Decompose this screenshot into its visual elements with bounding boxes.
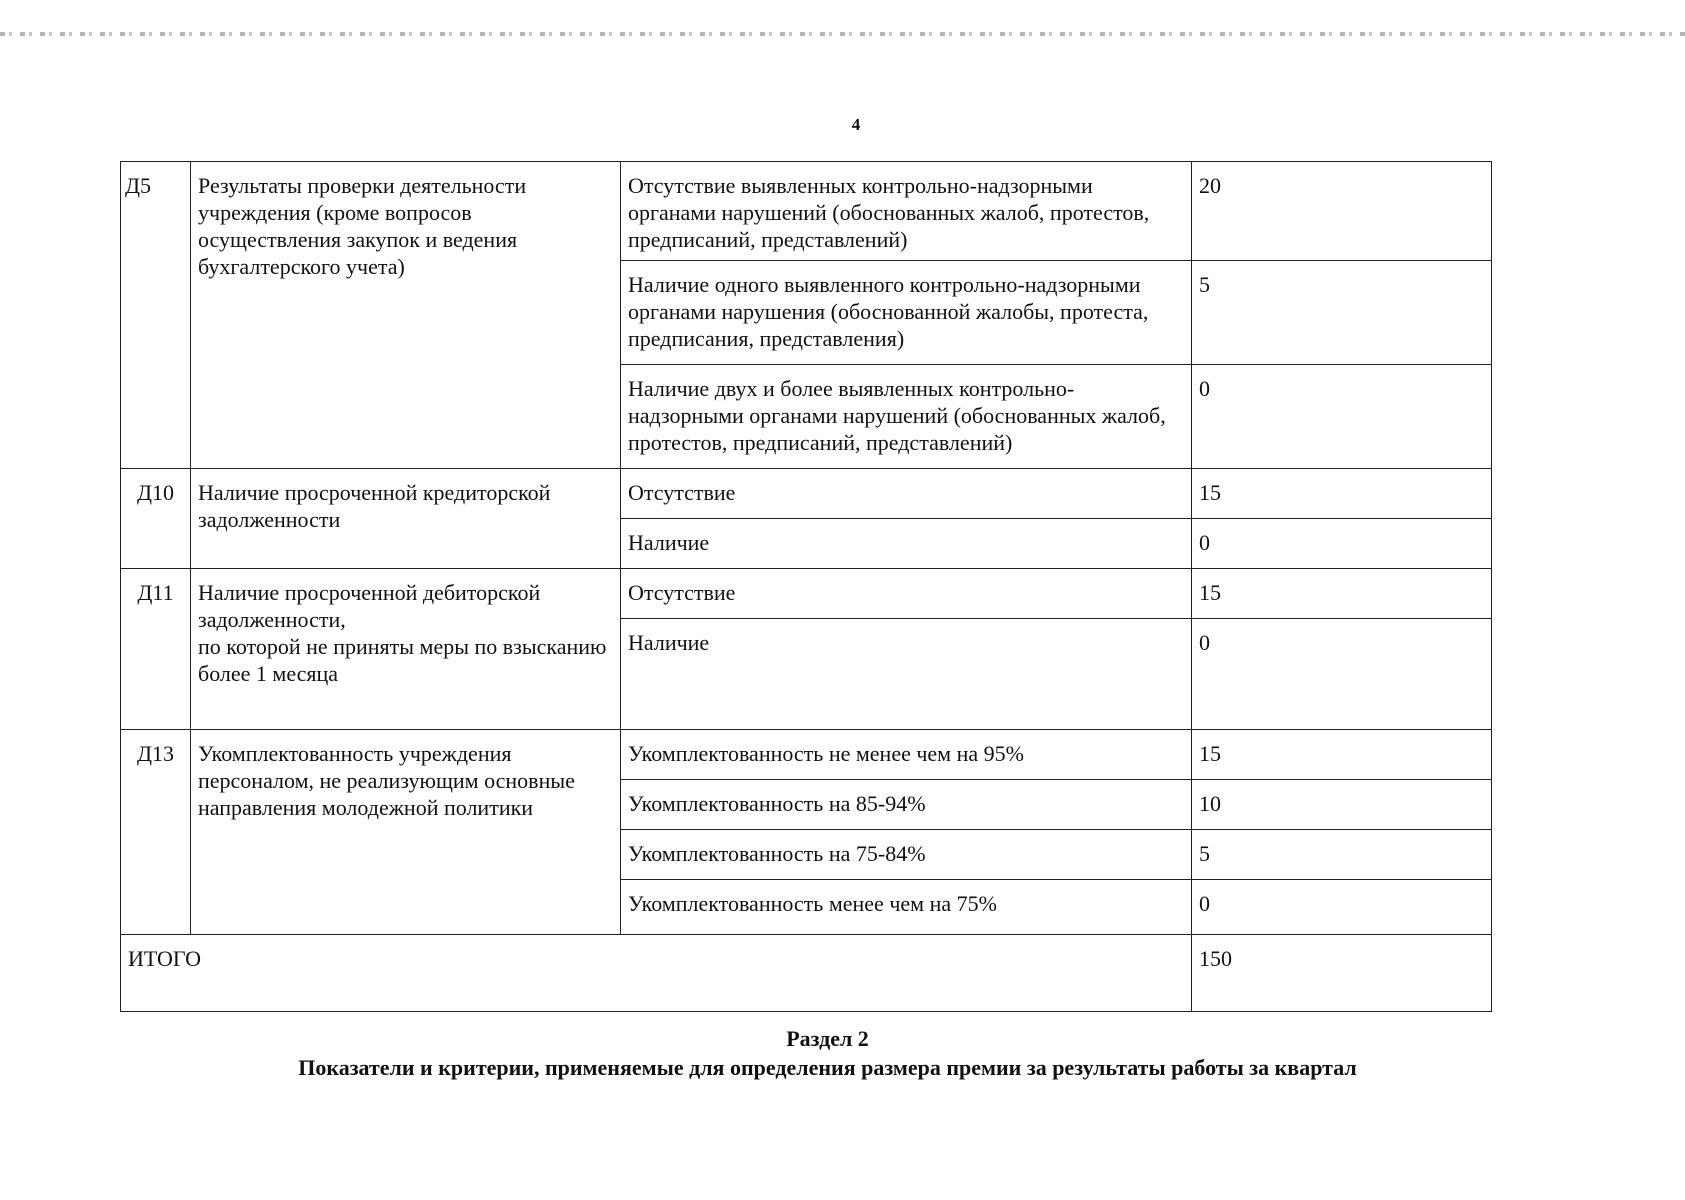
criterion-text: Укомплектованность на 75-84% bbox=[621, 830, 1192, 880]
criterion-points: 15 bbox=[1192, 469, 1492, 519]
criterion-text: Наличие bbox=[621, 519, 1192, 569]
total-row bbox=[121, 935, 1492, 1012]
criteria-table bbox=[120, 161, 1492, 1012]
section-title: Раздел 2 bbox=[786, 1026, 869, 1051]
criterion-text: Укомплектованность не менее чем на 95% bbox=[621, 730, 1192, 780]
indicator-description-line: Наличие просроченной дебиторской задолженности, bbox=[198, 580, 541, 632]
criterion-points: 10 bbox=[1192, 780, 1492, 830]
criterion-text: Отсутствие bbox=[621, 569, 1192, 619]
indicator-description-line: по которой не приняты меры по взысканию более 1 месяца bbox=[198, 634, 607, 686]
indicator-code: Д5 bbox=[121, 162, 191, 469]
section-subtitle: Показатели и критерии, применяемые для определения размера премии за результаты работы за квартал bbox=[298, 1055, 1357, 1080]
indicator-code: Д11 bbox=[121, 569, 191, 730]
criterion-text: Укомплектованность менее чем на 75% bbox=[621, 880, 1192, 935]
table-row bbox=[121, 162, 1492, 261]
page-number: 4 bbox=[851, 115, 861, 134]
criterion-points: 15 bbox=[1192, 730, 1492, 780]
table-row bbox=[121, 469, 1492, 519]
criterion-text: Укомплектованность на 85-94% bbox=[621, 780, 1192, 830]
criterion-points: 5 bbox=[1192, 830, 1492, 880]
criterion-points: 0 bbox=[1192, 880, 1492, 935]
indicator-code: Д13 bbox=[121, 730, 191, 935]
indicator-code: Д10 bbox=[121, 469, 191, 569]
criterion-points: 0 bbox=[1192, 365, 1492, 469]
table-row bbox=[121, 569, 1492, 619]
indicator-description: Результаты проверки деятельности учреждения (кроме вопросов осуществления закупок и ведения бухгалтерского учета) bbox=[191, 162, 621, 469]
criterion-points: 0 bbox=[1192, 519, 1492, 569]
criterion-text: Наличие двух и более выявленных контрольно-надзорными органами нарушений (обоснованных жалоб, протестов, предписаний, представлений) bbox=[621, 365, 1192, 469]
criterion-points: 20 bbox=[1192, 162, 1492, 261]
indicator-description: Наличие просроченной кредиторской задолженности bbox=[191, 469, 621, 569]
indicator-description bbox=[191, 569, 621, 730]
total-label: ИТОГО bbox=[121, 935, 1192, 1012]
criterion-text: Отсутствие bbox=[621, 469, 1192, 519]
criterion-points: 15 bbox=[1192, 569, 1492, 619]
criterion-text: Наличие одного выявленного контрольно-надзорными органами нарушения (обоснованной жалобы, протеста, предписания, представления) bbox=[621, 261, 1192, 365]
criterion-text: Наличие bbox=[621, 619, 1192, 730]
total-value: 150 bbox=[1192, 935, 1492, 1012]
criterion-points: 5 bbox=[1192, 261, 1492, 365]
table-row bbox=[121, 730, 1492, 780]
criterion-text: Отсутствие выявленных контрольно-надзорными органами нарушений (обоснованных жалоб, протестов, предписаний, представлений) bbox=[621, 162, 1192, 261]
criterion-points: 0 bbox=[1192, 619, 1492, 730]
scan-edge-noise bbox=[0, 32, 1685, 36]
indicator-description: Укомплектованность учреждения персоналом, не реализующим основные направления молодежной политики bbox=[191, 730, 621, 935]
